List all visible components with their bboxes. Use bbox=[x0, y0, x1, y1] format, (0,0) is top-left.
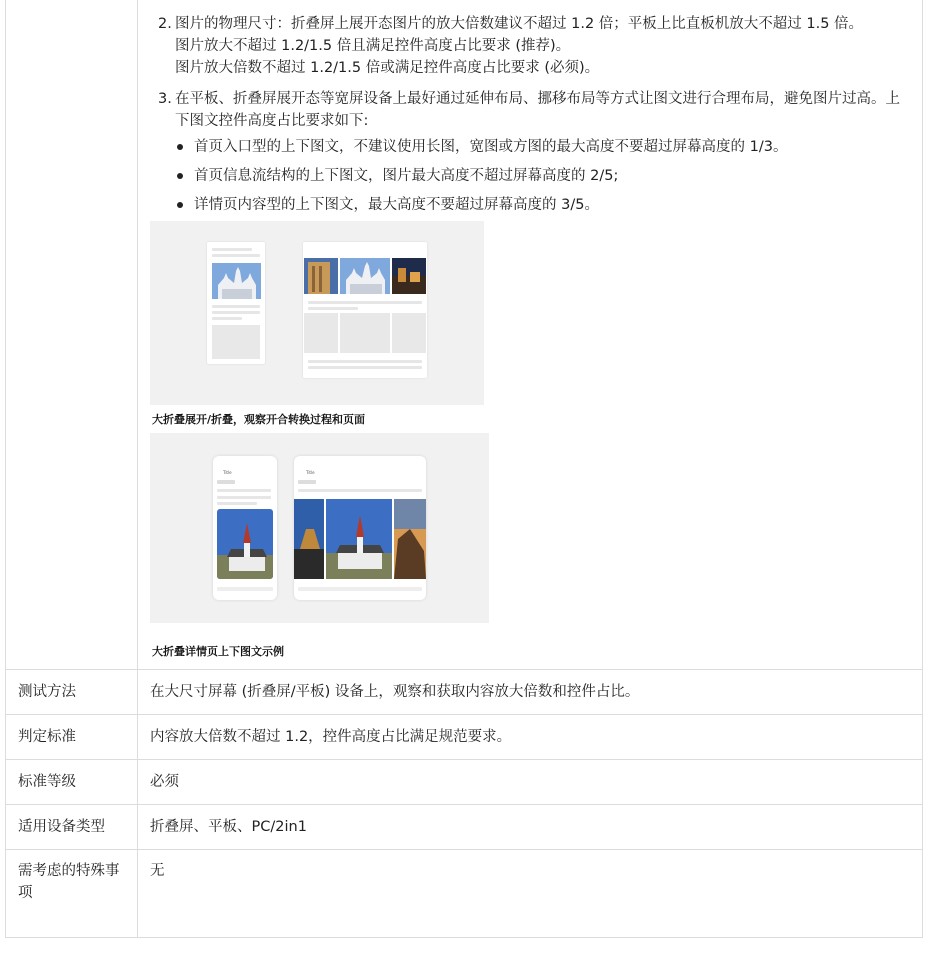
church-photo bbox=[212, 263, 261, 299]
building-photo bbox=[304, 258, 338, 294]
bullet-item: 首页信息流结构的上下图文，图片最大高度不超过屏幕高度的 2/5; bbox=[175, 165, 910, 187]
bullet-item: 详情页内容型的上下图文，最大高度不要超过屏幕高度的 3/5。 bbox=[175, 194, 910, 216]
castle-photo bbox=[294, 499, 324, 579]
bullet-list bbox=[175, 136, 910, 216]
table-row-description bbox=[6, 0, 923, 670]
figure-fold-unfold bbox=[150, 221, 484, 405]
row-label: 标准等级 bbox=[6, 760, 138, 805]
cliff-photo bbox=[394, 499, 426, 579]
title-text: Title bbox=[223, 470, 232, 475]
row-label: 判定标准 bbox=[6, 715, 138, 760]
standard-table bbox=[5, 0, 923, 938]
figure-detail-page-example bbox=[150, 433, 489, 623]
row-value: 在大尺寸屏幕 (折叠屏/平板) 设备上，观察和获取内容放大倍数和控件占比。 bbox=[138, 670, 923, 715]
row-label: 测试方法 bbox=[6, 670, 138, 715]
bullet-item: 首页入口型的上下图文，不建议使用长图，宽图或方图的最大高度不要超过屏幕高度的 1/3。 bbox=[175, 136, 910, 158]
table-row-level bbox=[6, 760, 923, 805]
requirement-list bbox=[150, 0, 910, 216]
row-label: 需考虑的特殊事项 bbox=[6, 850, 138, 938]
item-number: 3. bbox=[158, 91, 172, 107]
item2-line-a: 图片放大不超过 1.2/1.5 倍且满足控件高度占比要求 (推荐)。 bbox=[175, 38, 571, 54]
row-value: 必须 bbox=[138, 760, 923, 805]
church-photo bbox=[217, 509, 273, 579]
item2-text: 图片的物理尺寸：折叠屏上展开态图片的放大倍数建议不超过 1.2 倍；平板上比直板机放大不超过 1.5 倍。 bbox=[175, 16, 864, 32]
night-photo bbox=[392, 258, 426, 294]
table-row-devices bbox=[6, 805, 923, 850]
figure-caption: 大折叠详情页上下图文示例 bbox=[152, 645, 284, 658]
item2-line-b: 图片放大倍数不超过 1.2/1.5 倍或满足控件高度占比要求 (必须)。 bbox=[175, 60, 600, 76]
church-photo bbox=[340, 258, 390, 294]
row-label: 适用设备类型 bbox=[6, 805, 138, 850]
table-row-criteria bbox=[6, 715, 923, 760]
list-item bbox=[158, 13, 910, 79]
table-row-test-method bbox=[6, 670, 923, 715]
table-row-special bbox=[6, 850, 923, 938]
unfolded-phone-mockup bbox=[294, 456, 426, 600]
list-item bbox=[158, 0, 910, 3]
row-value: 无 bbox=[138, 850, 923, 938]
title-text: Title bbox=[306, 470, 315, 475]
item-number: 2. bbox=[158, 16, 172, 32]
tablet-mockup bbox=[303, 242, 427, 378]
phone-mockup bbox=[207, 242, 265, 364]
list-item bbox=[158, 88, 910, 216]
folded-phone-mockup bbox=[213, 456, 277, 600]
row-value: 折叠屏、平板、PC/2in1 bbox=[138, 805, 923, 850]
figure-caption: 大折叠展开/折叠，观察开合转换过程和页面 bbox=[152, 413, 366, 426]
row-value: 内容放大倍数不超过 1.2，控件高度占比满足规范要求。 bbox=[138, 715, 923, 760]
item3-text: 在平板、折叠屏展开态等宽屏设备上最好通过延伸布局、挪移布局等方式让图文进行合理布局，避免图片过高。上下图文控件高度占比要求如下: bbox=[175, 91, 900, 129]
row-value bbox=[138, 0, 923, 670]
row-label bbox=[6, 0, 138, 670]
church-photo bbox=[326, 499, 392, 579]
